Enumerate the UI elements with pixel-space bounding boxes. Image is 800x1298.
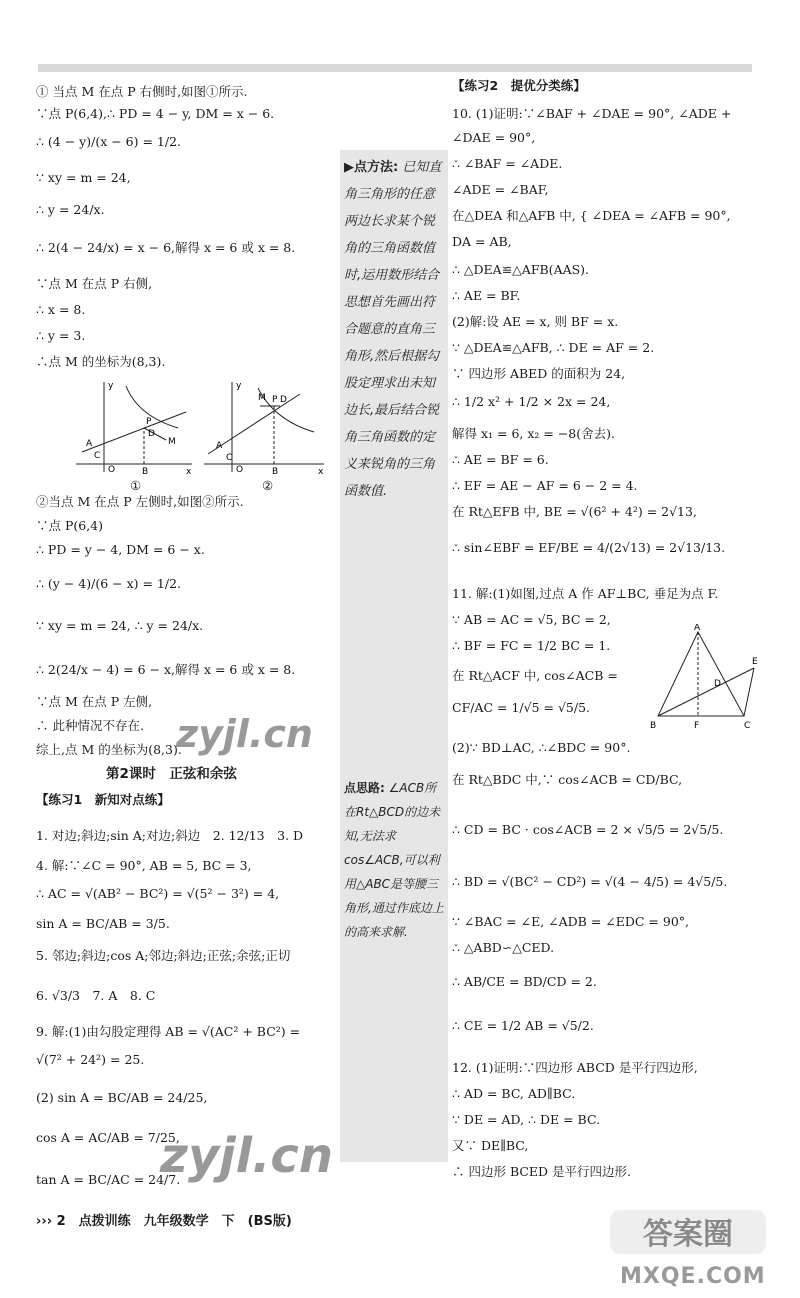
svg-text:x: x [186,467,192,476]
left2-line-6: 9. 解:(1)由勾股定理得 AB = √(AC² + BC²) = [36,1024,301,1039]
tip-method-head: ▶点方法: [344,160,399,175]
right-line-7: ∴ AE = BF. [452,288,521,303]
right-line-34: ∴ 四边形 BCED 是平行四边形. [452,1164,632,1179]
right-line-5: DA = AB, [452,234,512,249]
left-line-16: ∵点 M 在点 P 左侧, [36,694,153,709]
left-line-13: ∴ (y − 4)/(6 − x) = 1/2. [36,576,182,591]
left-line-5: ∴ 2(4 − 24/x) = x − 6,解得 x = 6 或 x = 8. [36,240,296,255]
svg-text:x: x [318,467,324,476]
right-line-21: CF/AC = 1/√5 = √5/5. [452,700,591,715]
right-line-0: 10. (1)证明:∵∠BAF + ∠DAE = 90°, ∠ADE + [452,106,732,121]
left-line-12: ∴ PD = y − 4, DM = 6 − x. [36,542,205,557]
tip-idea [344,776,444,944]
svg-text:P: P [272,395,278,405]
left-line-10: ②当点 M 在点 P 左侧时,如图②所示. [36,494,244,509]
right-line-12: 解得 x₁ = 6, x₂ = −8(舍去). [452,426,615,441]
tip-idea-body: ∠ACB所在Rt△BCD的边未知,无法求cos∠ACB,可以利用△ABC是等腰三角形,通过作底边上的高来求解. [344,781,444,939]
svg-text:y: y [108,381,114,391]
svg-text:E: E [752,657,758,667]
page-footer: ››› 2 点拨训练 九年级数学 下 (BS版) [36,1214,292,1229]
figure-2-label: ② [262,478,274,493]
left2-line-10: tan A = BC/AC = 24/7. [36,1172,181,1187]
svg-text:A: A [216,441,223,451]
watermark-1: zyjl.cn [176,712,313,756]
label-o: O [108,465,116,475]
svg-text:C: C [744,721,751,731]
right-line-25: ∴ BD = √(BC² − CD²) = √(4 − 4/5) = 4√5/5. [452,874,728,889]
right-line-14: ∴ EF = AE − AF = 6 − 2 = 4. [452,478,638,493]
top-strip [38,64,752,72]
left-line-4: ∴ y = 24/x. [36,202,105,217]
logo-text: 答案圈 [643,1217,733,1252]
right-line-19: ∴ BF = FC = 1/2 BC = 1. [452,638,611,653]
left-line-6: ∵点 M 在点 P 右侧, [36,276,153,291]
right-line-26: ∵ ∠BAC = ∠E, ∠ADB = ∠EDC = 90°, [452,914,690,929]
left-line-15: ∴ 2(24/x − 4) = 6 − x,解得 x = 6 或 x = 8. [36,662,296,677]
right-line-33: 又∵ DE∥BC, [452,1138,529,1153]
left-line-17: ∴ 此种情况不存在. [36,718,144,733]
right-line-6: ∴ △DEA≌△AFB(AAS). [452,262,590,277]
figure-1-label: ① [130,478,142,493]
left-line-8: ∴ y = 3. [36,328,86,343]
right-line-32: ∵ DE = AD, ∴ DE = BC. [452,1112,601,1127]
right-line-4: 在△DEA 和△AFB 中, { ∠DEA = ∠AFB = 90°, [452,208,731,223]
left-line-11: ∵点 P(6,4) [36,518,104,533]
left2-line-7: √(7² + 24²) = 25. [36,1052,145,1067]
left2-line-9: cos A = AC/AB = 7/25, [36,1130,180,1145]
left-line-9: ∴点 M 的坐标为(8,3). [36,354,166,369]
left-line-7: ∴ x = 8. [36,302,86,317]
right-line-28: ∴ AB/CE = BD/CD = 2. [452,974,597,989]
watermark-2: zyjl.cn [160,1128,333,1184]
right-line-9: ∵ △DEA≌△AFB, ∴ DE = AF = 2. [452,340,655,355]
svg-text:D: D [280,395,287,405]
tips-column [340,150,448,1162]
right-line-13: ∴ AE = BF = 6. [452,452,549,467]
left-line-3: ∵ xy = m = 24, [36,170,131,185]
right-line-23: 在 Rt△BDC 中,∵ cos∠ACB = CD/BC, [452,772,683,787]
left2-line-3: sin A = BC/AB = 3/5. [36,916,170,931]
right-line-31: ∴ AD = BC, AD∥BC. [452,1086,576,1101]
logo-url: MXQE.COM [620,1264,766,1289]
svg-text:D: D [714,679,721,689]
left2-line-8: (2) sin A = BC/AB = 24/25, [36,1090,208,1105]
right-line-30: 12. (1)证明:∵四边形 ABCD 是平行四边形, [452,1060,698,1075]
left-line-1: ∵点 P(6,4),∴ PD = 4 − y, DM = x − 6. [36,106,275,121]
svg-text:A: A [694,624,701,633]
right-line-20: 在 Rt△ACF 中, cos∠ACB = [452,668,618,683]
left2-line-5: 6. √3/3 7. A 8. C [36,988,156,1003]
left2-line-2: ∴ AC = √(AB² − BC²) = √(5² − 3²) = 4, [36,886,280,901]
figure-2 [200,376,330,476]
right-line-29: ∴ CE = 1/2 AB = √5/2. [452,1018,594,1033]
tip-idea-head: 点思路: [344,781,385,795]
right-line-10: ∵ 四边形 ABED 的面积为 24, [452,366,626,381]
svg-text:M: M [258,393,266,403]
svg-text:O: O [236,465,244,475]
svg-text:B: B [142,467,149,476]
left-line-14: ∵ xy = m = 24, ∴ y = 24/x. [36,618,204,633]
right-line-18: ∵ AB = AC = √5, BC = 2, [452,612,611,627]
right-line-15: 在 Rt△EFB 中, BE = √(6² + 4²) = 2√13, [452,504,697,519]
svg-text:M: M [168,437,176,447]
right-line-11: ∴ 1/2 x² + 1/2 × 2x = 24, [452,394,611,409]
practice2-header: 【练习2 提优分类练】 [452,78,586,93]
right-line-8: (2)解:设 AE = x, 则 BF = x. [452,314,619,329]
svg-text:A: A [86,439,93,449]
site-logo [608,1206,768,1258]
svg-text:D: D [148,429,155,439]
svg-text:B: B [650,721,657,731]
right-line-17: 11. 解:(1)如图,过点 A 作 AF⊥BC, 垂足为点 F. [452,586,719,601]
svg-text:C: C [94,451,101,461]
right-line-24: ∴ CD = BC · cos∠ACB = 2 × √5/5 = 2√5/5. [452,822,724,837]
figure-1 [68,376,198,476]
left-line-18: 综上,点 M 的坐标为(8,3). [36,742,182,757]
right-line-1: ∠DAE = 90°, [452,130,536,145]
left2-line-4: 5. 邻边;斜边;cos A;邻边;斜边;正弦;余弦;正切 [36,948,291,963]
left-line-2: ∴ (4 − y)/(x − 6) = 1/2. [36,134,182,149]
left2-line-1: 4. 解:∵∠C = 90°, AB = 5, BC = 3, [36,858,252,873]
tip-method [344,154,444,505]
tip-method-body: 已知直角三角形的任意两边长求某个锐角的三角函数值时,运用数形结合思想首先画出符合题意的直角三角形,然后根据勾股定理求出未知边长,最后结合锐角三角函数的定义来锐角的三角函数值. [344,160,442,499]
right-line-27: ∴ △ABD∽△CED. [452,940,555,955]
figure-triangle [648,624,764,732]
svg-text:B: B [272,467,279,476]
left2-line-0: 1. 对边;斜边;sin A;对边;斜边 2. 12/13 3. D [36,828,304,843]
left-line-0: ① 当点 M 在点 P 右侧时,如图①所示. [36,84,248,99]
right-line-22: (2)∵ BD⊥AC, ∴∠BDC = 90°. [452,740,631,755]
right-line-2: ∴ ∠BAF = ∠ADE. [452,156,563,171]
lesson-title: 第2课时 正弦和余弦 [106,766,237,782]
practice1-header: 【练习1 新知对点练】 [36,792,170,807]
right-line-3: ∠ADE = ∠BAF, [452,182,549,197]
svg-text:y: y [236,381,242,391]
svg-text:P: P [146,417,152,427]
svg-text:F: F [694,721,700,731]
svg-text:C: C [226,453,233,463]
right-line-16: ∴ sin∠EBF = EF/BE = 4/(2√13) = 2√13/13. [452,540,726,555]
